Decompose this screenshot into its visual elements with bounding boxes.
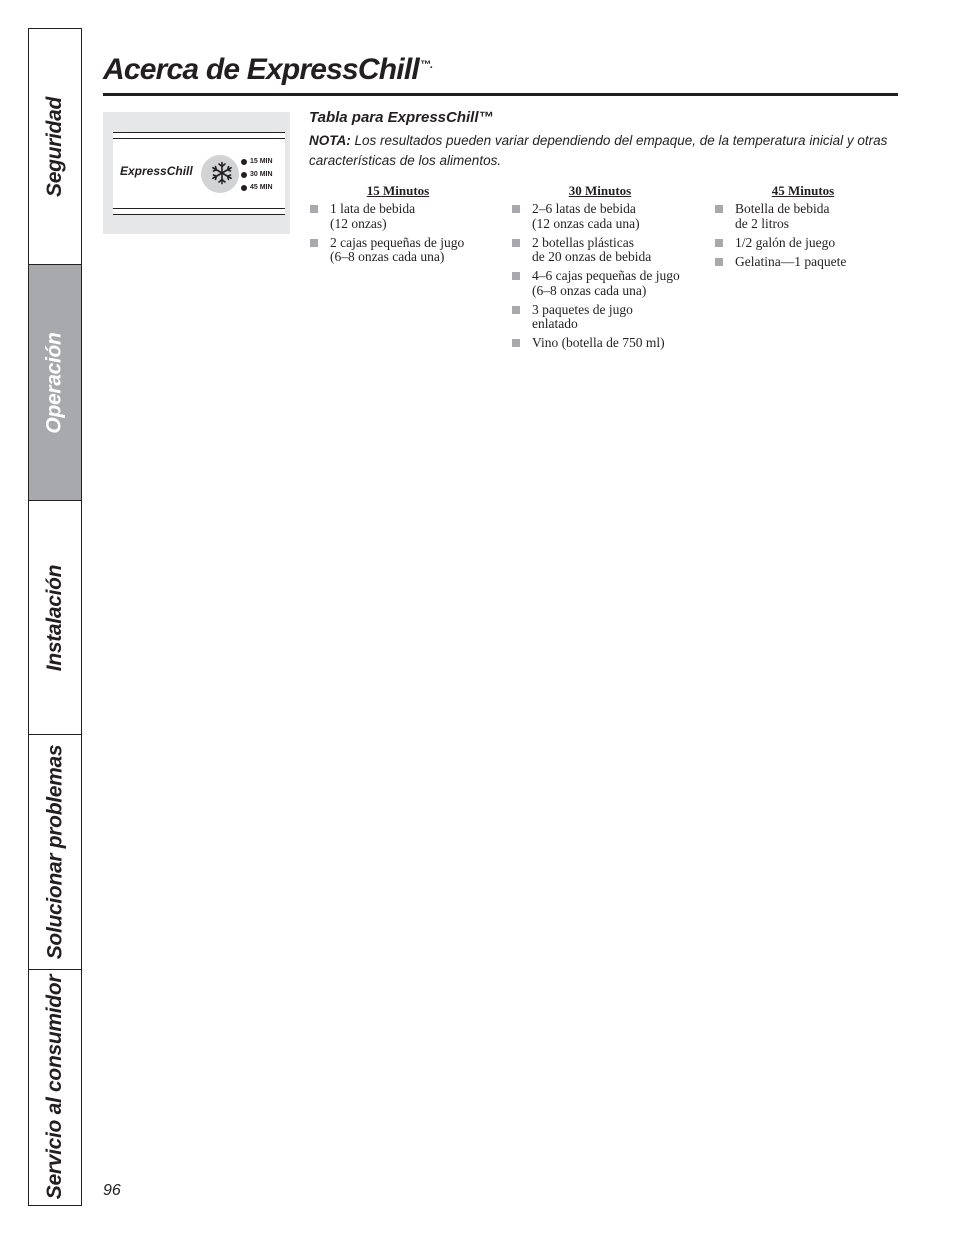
square-bullet-icon	[715, 258, 723, 266]
indicator-lights	[241, 155, 273, 194]
list-item	[511, 202, 689, 231]
snowflake-icon	[210, 161, 234, 185]
square-bullet-icon	[512, 239, 520, 247]
indicator-light-30	[241, 168, 273, 181]
section-heading: Tabla para ExpressChill™	[309, 109, 494, 126]
list-item	[714, 202, 892, 231]
list-item	[511, 336, 689, 351]
indicator-dot	[241, 185, 247, 191]
panel-label: ExpressChill	[120, 164, 193, 178]
column-header: 15 Minutos	[366, 183, 430, 198]
item-text: 1 lata de bebida (12 onzas)	[330, 201, 416, 231]
tab-operacion[interactable]	[29, 265, 81, 501]
item-text: Botella de bebida de 2 litros	[735, 201, 830, 231]
item-text: Vino (botella de 750 ml)	[532, 335, 665, 350]
indicator-label: 15 MIN	[250, 158, 273, 165]
item-text: 3 paquetes de jugo enlatado	[532, 301, 633, 331]
tab-servicio-al-consumidor[interactable]	[29, 970, 81, 1204]
list-item	[714, 236, 892, 251]
column-45-minutos	[714, 182, 892, 274]
page-number: 96	[103, 1182, 121, 1199]
indicator-label: 30 MIN	[250, 171, 273, 178]
list-item	[511, 236, 689, 265]
column-15-minutos	[309, 182, 487, 269]
square-bullet-icon	[310, 239, 318, 247]
tab-label: Servicio al consumidor	[43, 974, 67, 1200]
tab-label: Seguridad	[43, 96, 67, 197]
panel-face	[113, 132, 285, 215]
indicator-dot	[241, 159, 247, 165]
tab-label: Solucionar problemas	[43, 744, 66, 960]
square-bullet-icon	[512, 205, 520, 213]
item-text: 4–6 cajas pequeñas de jugo (6–8 onzas cada una)	[532, 268, 680, 298]
square-bullet-icon	[310, 205, 318, 213]
column-header: 30 Minutos	[568, 183, 632, 198]
column-list	[714, 202, 892, 269]
item-text: 2 cajas pequeñas de jugo (6–8 onzas cada una)	[330, 234, 465, 264]
column-header: 45 Minutos	[771, 183, 835, 198]
note-paragraph	[309, 131, 894, 171]
tab-label: Instalación	[43, 564, 66, 671]
expresschill-panel-illustration	[103, 112, 290, 234]
list-item	[714, 255, 892, 270]
tab-label: Operación	[43, 331, 67, 434]
square-bullet-icon	[715, 239, 723, 247]
page-title	[103, 53, 432, 87]
square-bullet-icon	[715, 205, 723, 213]
trademark-mark: ™.	[419, 59, 433, 71]
indicator-label: 45 MIN	[250, 184, 273, 191]
square-bullet-icon	[512, 272, 520, 280]
tab-instalacion[interactable]	[29, 501, 81, 735]
indicator-light-45	[241, 181, 273, 194]
side-tab-navigation	[28, 28, 82, 1206]
item-text: 1/2 galón de juego	[735, 234, 836, 250]
item-text: Gelatina—1 paquete	[735, 253, 847, 269]
indicator-light-15	[241, 155, 273, 168]
note-text: Los resultados pueden variar dependiendo del empaque, de la temperatura inicial y otras características de los alimentos.	[309, 133, 888, 168]
square-bullet-icon	[512, 339, 520, 347]
square-bullet-icon	[512, 306, 520, 314]
item-text: 2–6 latas de bebida (12 onzas cada una)	[532, 201, 640, 231]
column-list	[511, 202, 689, 351]
indicator-dot	[241, 172, 247, 178]
tab-solucionar-problemas[interactable]	[29, 735, 81, 970]
list-item	[309, 202, 487, 231]
column-30-minutos	[511, 182, 689, 355]
column-list	[309, 202, 487, 265]
list-item	[511, 269, 689, 298]
item-text: 2 botellas plásticas de 20 onzas de bebida	[532, 234, 652, 264]
title-divider	[103, 93, 898, 96]
list-item	[309, 236, 487, 265]
tab-seguridad[interactable]	[29, 29, 81, 265]
note-label: NOTA:	[309, 133, 351, 148]
list-item	[511, 303, 689, 332]
page-title-text: Acerca de ExpressChill	[103, 53, 419, 86]
